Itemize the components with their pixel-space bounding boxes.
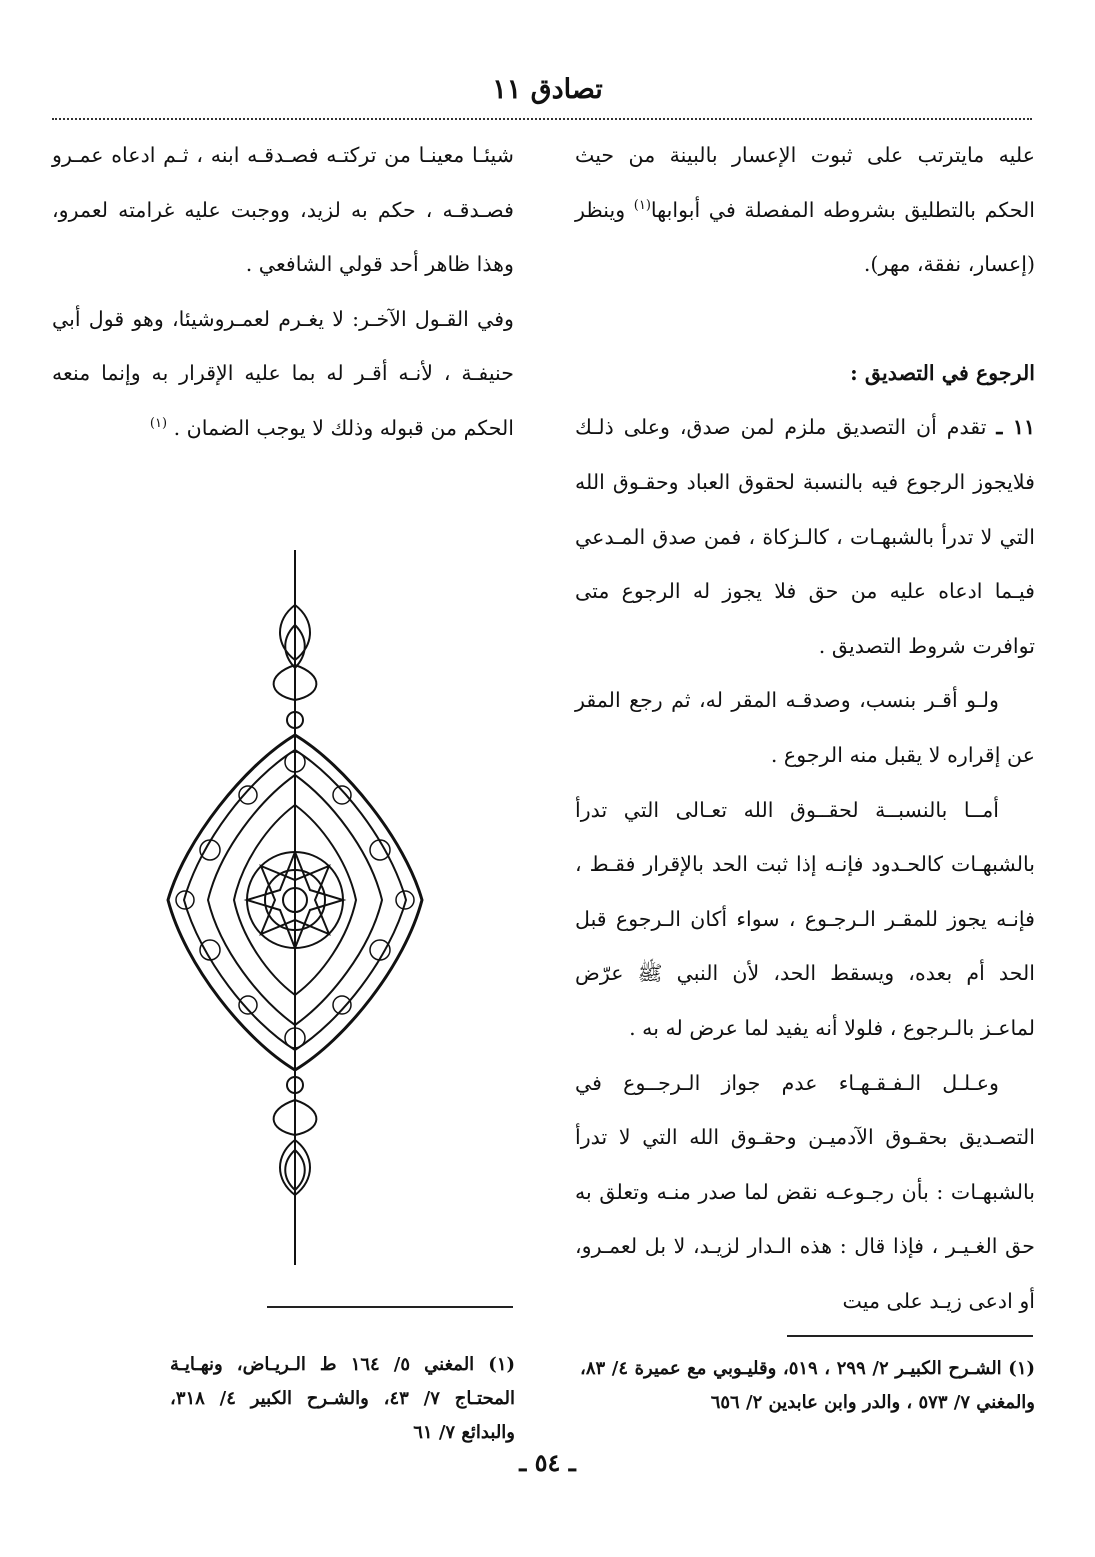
- paragraph: أمــا بالنسبــة لحقــوق الله تعـالى التي تدرأ بالشبهـات كالحـدود فإنـه إذا ثبت الحد بالإقرار فقـط ، فإنـه يجوز للمقـر الـرجـوع ، سواء أكان الـرجوع قبل الحد أم بعده، ويسقط الحد، لأن النبي ﷺ عرّض لماعـز بالـرجوع ، فلولا أنه يفيد لما عرض له به .: [575, 797, 1035, 1040]
- paragraph: شيئـا معينـا من تركتـه فصـدقـه ابنه ، ثـم ادعاه عمـرو فصـدقـه ، حكم به لزيد، ووجبت عليه غرامته لعمرو، وهذا ظاهر أحد قولي الشافعي .: [52, 143, 514, 277]
- paragraph: [575, 400, 1035, 673]
- paragraph-number: ١١ ـ: [996, 415, 1036, 440]
- paragraph: ولـو أقـر بنسب، وصدقـه المقر له، ثم رجع المقر عن إقراره لا يقبل منه الرجوع .: [575, 688, 1035, 767]
- footnote-divider: [267, 1306, 513, 1308]
- footnote-right: (١) الشـرح الكبيـر ٢/ ٢٩٩ ، ٥١٩، وقليـوبي مع عميرة ٤/ ٨٣، والمغني ٧/ ٥٧٣ ، والدر وابن عابدين ٢/ ٦٥٦: [580, 1358, 1036, 1413]
- paragraph: [52, 292, 514, 456]
- paragraph: وعـلـل الـفـقـهـاء عدم جواز الـرجــوع في التصـديق بحقـوق الآدميـن وحقـوق الله التي لا تدرأ بالشبهـات : بأن رجـوعـه نقض لما صدر منـه وتعلق به حق الغـيـر ، فإذا قال : هذه الـدار لزيـد، لا بل لعمـرو، أو ادعى زيـد على ميت: [575, 1070, 1035, 1313]
- page-header-title: تصادق ١١: [492, 74, 603, 105]
- paragraph-text: وفي القـول الآخـر: لا يغـرم لعمـروشيئا، وهو قول أبي حنيفـة ، لأنـه أقـر له بما عليه الإقرار به وإنما منعه الحكم من قبوله وذلك لا يوجب الضمان .: [52, 306, 514, 440]
- right-text-column: [575, 128, 1035, 1328]
- decorative-ornament: [150, 550, 440, 1265]
- paragraph-text: تقدم أن التصديق ملزم لمن صدق، وعلى ذلـك فلايجوز الرجوع فيه بالنسبة لحقوق العباد وحقـوق الله التي لا تدرأ بالشبهـات ، كالـزكاة ، فمن صدق المـدعي فيـما ادعاه عليه من حق فلا يجوز له الرجوع متى توافرت شروط التصديق .: [575, 415, 1035, 658]
- footnote-reference: (١): [633, 197, 651, 213]
- left-text-column: [52, 128, 514, 456]
- paragraph-text: وينظر (إعسار، نفقة، مهر).: [575, 197, 1035, 277]
- header-divider: [52, 118, 1032, 120]
- footnote-divider: [787, 1335, 1033, 1337]
- paragraph-text: عليه مايترتب على ثبوت الإعسار بالبينة من حيث الحكم بالتطليق بشروطه المفصلة في أبوابها: [575, 143, 1035, 222]
- paragraph: [575, 128, 1035, 292]
- footnote-reference: (١): [149, 416, 168, 432]
- section-heading: الرجوع في التصديق :: [850, 360, 1035, 385]
- page-number: ـ ٥٤ ـ: [519, 1448, 576, 1477]
- footnote-left: (١) المغني ٥/ ١٦٤ ط الـريـاض، ونهـايـة المحتـاج ٧/ ٤٣، والشـرح الكبير ٤/ ٣١٨، والبدائع ٧/ ٦١: [170, 1354, 516, 1443]
